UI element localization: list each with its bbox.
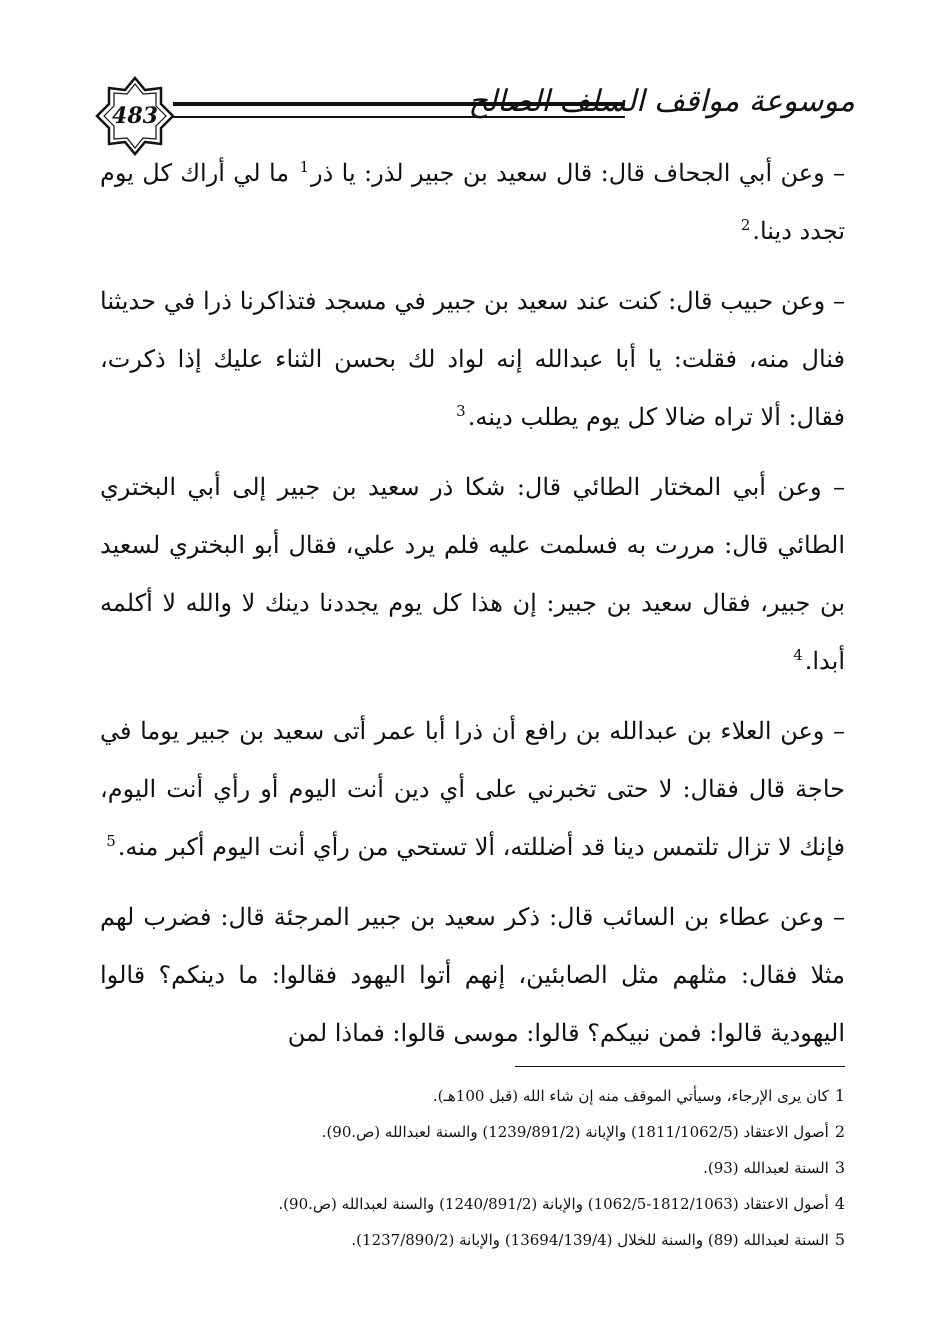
footnote-number: 4 [834,1194,845,1213]
footnote [180,1222,845,1258]
footnote-text: أصول الاعتقاد (1811/1062/5) والإبانة (1239/891/2) والسنة لعبدالله (ص.90). [321,1123,829,1141]
paragraph [100,888,845,1062]
paragraph-text: – وعن حبيب قال: كنت عند سعيد بن جبير في مسجد فتذاكرنا ذرا في حديثنا فنال منه، فقلت: يا أبا عبدالله إنه لواد لك بحسن الثناء عليك إذا ذكرت، فقال: ألا تراه ضالا كل يوم يطلب دينه. [100,287,845,431]
footnote-ref: 5 [106,832,116,850]
paragraph-text: – وعن أبي المختار الطائي قال: شكا ذر سعيد بن جبير إلى أبي البختري الطائي قال: مررت به فسلمت عليه فلم يرد علي، فقال أبو البختري لسعيد بن جبير، فقال سعيد بن جبير: إن هذا كل يوم يجددنا دينك لا والله لا أكلمه أبدا. [100,473,846,675]
paragraph-text: – وعن أبي الجحاف قال: قال سعيد بن جبير لذر: يا ذر [311,159,846,187]
footnote [180,1186,845,1222]
paragraph [100,272,845,446]
footnote [180,1150,845,1186]
footnote-text: كان يرى الإرجاء، وسيأتي الموقف منه إن شاء الله (قبل 100هـ). [432,1087,829,1105]
footnote-ref: 4 [793,646,803,664]
series-title: موسوعة مواقف السلف الصالح [468,84,855,119]
footnote-divider [515,1066,845,1067]
footnote-ref: 3 [456,402,466,420]
footnote-number: 1 [834,1086,845,1105]
paragraph-text: ما لي أراك كل يوم تجدد دينا. [100,159,845,245]
footnotes [180,1078,845,1258]
footnote-number: 5 [834,1230,845,1249]
paragraph [100,702,845,876]
footnote-ref: 1 [299,158,310,176]
footnote-text: السنة لعبدالله (93). [703,1159,829,1177]
footnote [180,1114,845,1150]
page-number: 483 [112,103,158,129]
footnote [180,1078,845,1114]
footnote-number: 2 [834,1122,845,1141]
footnote-text: السنة لعبدالله (89) والسنة للخلال (13694/139/4) والإبانة (1237/890/2). [351,1231,829,1249]
footnote-ref: 2 [740,216,751,234]
paragraph-text: – وعن عطاء بن السائب قال: ذكر سعيد بن جبير المرجئة قال: فضرب لهم مثلا فقال: مثلهم مثل الصابئين، إنهم أتوا اليهود فقالوا: ما دينكم؟ قالوا اليهودية قالوا: فمن نبيكم؟ قالوا: موسى قالوا: فماذا لمن [100,903,845,1047]
paragraph [100,144,845,260]
paragraph-text: – وعن العلاء بن عبدالله بن رافع أن ذرا أبا عمر أتى سعيد بن جبير يوما في حاجة قال فقال: لا حتى تخبرني على أي دين أنت اليوم أو رأي أنت اليوم، فإنك لا تزال تلتمس دينا قد أضللته، ألا تستحي من رأي أنت اليوم أكبر منه. [100,717,845,861]
body-text [100,144,845,1074]
footnote-text: أصول الاعتقاد (1812/1063-1062/5) والإبانة (1240/891/2) والسنة لعبدالله (ص.90). [278,1195,829,1213]
footnote-number: 3 [834,1158,845,1177]
paragraph [100,458,845,690]
